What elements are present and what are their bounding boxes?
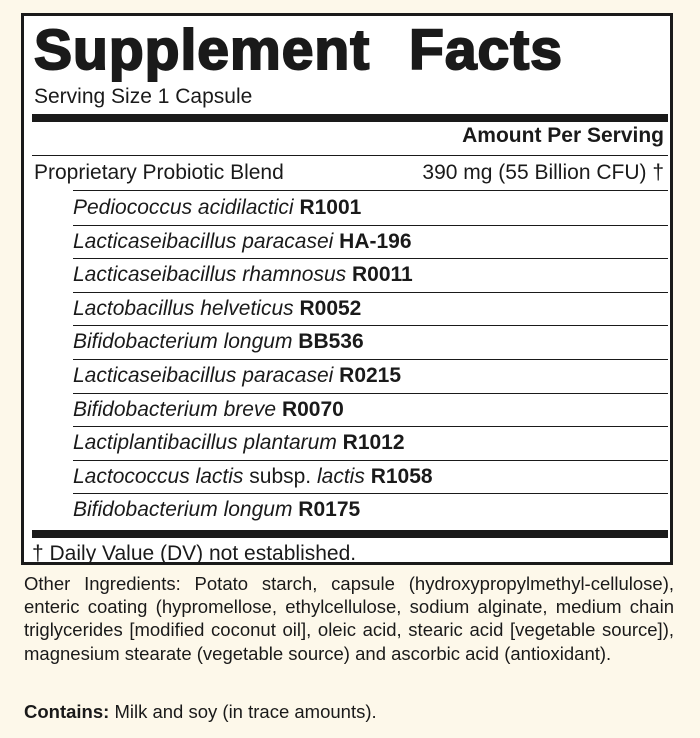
strain-code: R1012 [342,431,405,455]
supplement-facts-panel [21,13,673,565]
strain-code: R0052 [299,296,362,320]
contains-statement [24,700,377,723]
strain-row [73,225,668,259]
blend-amount: 390 mg (55 Billion CFU) † [422,161,664,184]
strain-code: R0070 [281,397,344,421]
strain-row [73,292,668,326]
serving-size: Serving Size 1 Capsule [34,85,253,108]
strain-species: Bifidobacterium longum [73,498,293,522]
strain-code: R0175 [298,498,361,522]
contains-text: Milk and soy (in trace amounts). [109,701,377,722]
strain-species: Lactobacillus helveticus [73,296,294,320]
strain-subsp-name: lactis [316,464,365,488]
strain-row [73,426,668,460]
strain-code: R1001 [299,196,362,219]
strain-code: R0011 [351,263,413,287]
strain-code: R1058 [370,464,433,488]
strain-row [73,359,668,393]
amount-per-serving-header: Amount Per Serving [462,124,664,147]
strain-row [73,191,668,225]
header-divider [32,155,668,156]
thick-rule-bottom [32,530,668,538]
strain-row [73,258,668,292]
other-ingredients: Other Ingredients: Potato starch, capsule (hydroxypropylmethyl-cellulose), enteric coating (hypromellose, ethylcellulose, sodium alginate, medium chain triglycerides [modified coconut oil], oleic acid, stearic acid [vegetable source]), magnesium stearate (vegetable source) and ascorbic acid (antioxidant). [24,573,674,664]
dv-footnote: † Daily Value (DV) not established. [32,542,357,565]
strain-species: Lactococcus lactis [73,464,244,488]
strain-species: Lacticaseibacillus paracasei [73,229,334,253]
strain-row [73,460,668,494]
strain-code: BB536 [298,330,364,354]
contains-label: Contains: [24,701,110,722]
strain-code: HA-196 [339,229,412,253]
strain-species: Lactiplantibacillus plantarum [73,431,337,455]
strain-code: R0215 [339,364,402,387]
blend-name: Proprietary Probiotic Blend [34,161,284,184]
strain-subsp-word: subsp. [249,464,312,488]
strain-species: Bifidobacterium breve [73,397,277,421]
strain-species: Bifidobacterium longum [73,330,293,354]
strain-row [73,325,668,359]
strain-species: Pediococcus acidilactici [73,196,294,219]
strain-row [73,393,668,427]
strain-row [73,493,668,527]
thick-rule-top [32,114,668,122]
strain-species: Lacticaseibacillus paracasei [73,364,334,387]
strain-species: Lacticaseibacillus rhamnosus [73,263,347,287]
panel-title: Supplement Facts [34,18,563,82]
